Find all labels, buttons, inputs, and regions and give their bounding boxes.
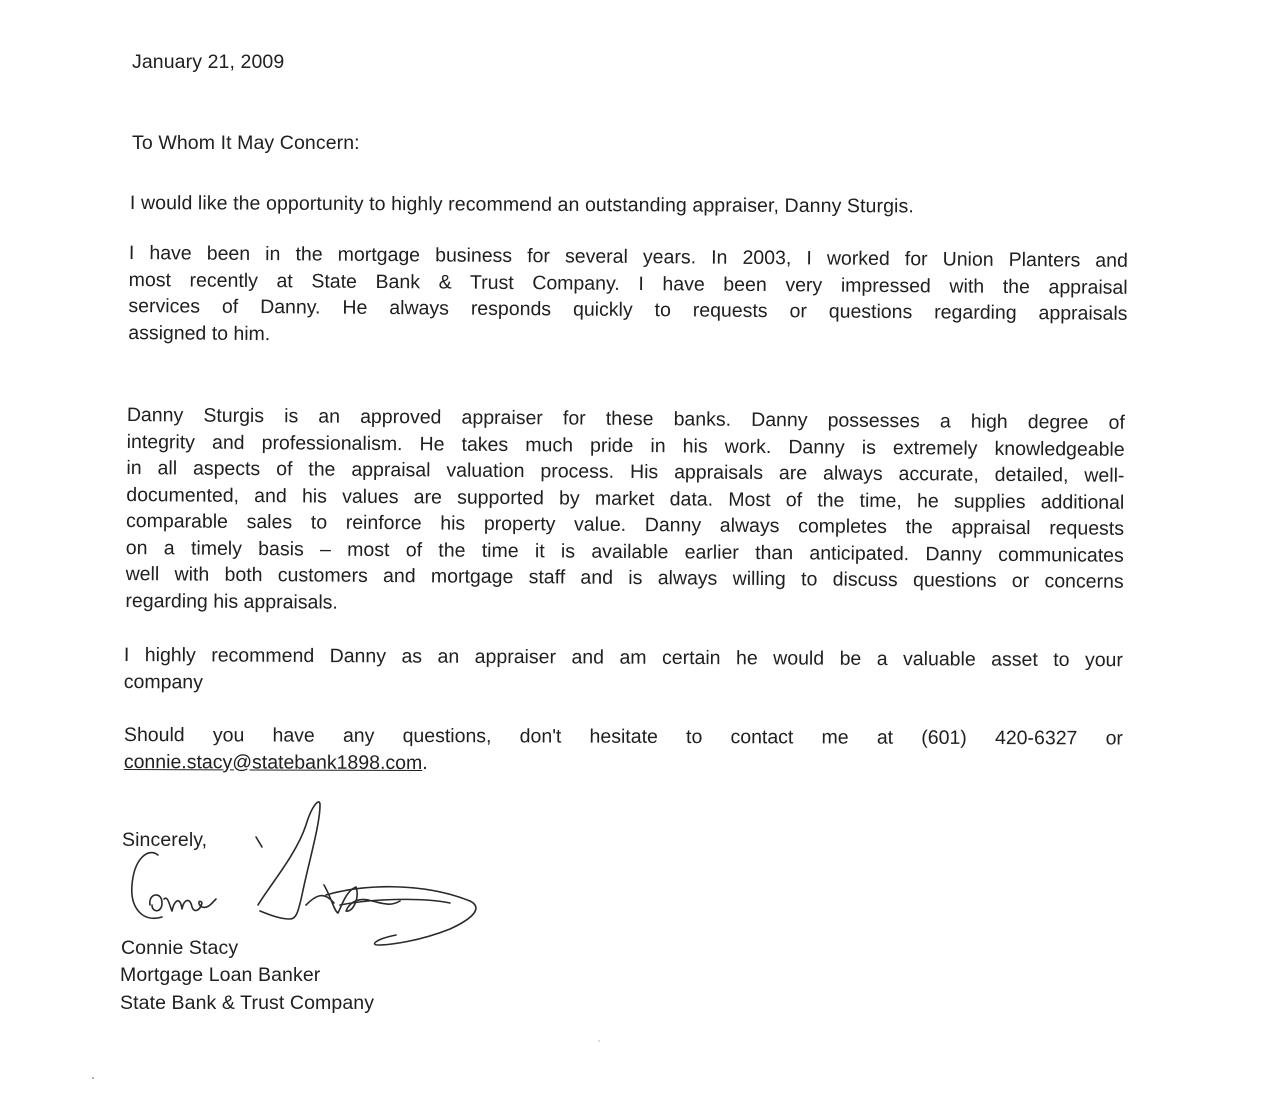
- paragraph-line: regarding his appraisals.: [125, 589, 338, 614]
- paragraph-line: I highly recommend Danny as an appraiser and am certain he would be a valuable asset to your: [123, 644, 1123, 672]
- scan-speck: [92, 1077, 94, 1079]
- closing: Sincerely,: [122, 829, 208, 851]
- paragraph-line: company: [123, 670, 203, 693]
- qualifications-paragraph: [125, 402, 1125, 622]
- recommendation-paragraph: [124, 642, 1123, 700]
- contact-email-line: [124, 748, 1123, 778]
- email-period: .: [422, 751, 428, 774]
- paragraph-line: in all aspects of the appraisal valuation process. His appraisals are always accurate, detailed, well-: [126, 456, 1125, 487]
- paragraph-line: most recently at State Bank & Trust Company. I have been very impressed with the appraisal: [128, 268, 1128, 299]
- paragraph-line: Danny Sturgis is an approved appraiser for these banks. Danny possesses a high degree of: [126, 403, 1125, 434]
- signer-company: State Bank & Trust Company: [120, 992, 375, 1014]
- paragraph-line: well with both customers and mortgage staff and is always willing to discuss questions or concerns: [125, 562, 1124, 593]
- paragraph-line: comparable sales to reinforce his property value. Danny always completes the appraisal requests: [125, 509, 1125, 540]
- paragraph-line: I have been in the mortgage business for several years. In 2003, I worked for Union Planters and: [128, 241, 1128, 272]
- signer-title: Mortgage Loan Banker: [120, 964, 321, 986]
- contact-paragraph: [124, 722, 1123, 778]
- paragraph-line: on a timely basis – most of the time it is available earlier than anticipated. Danny communicates: [125, 536, 1124, 567]
- paragraph-line: integrity and professionalism. He takes much pride in his work. Danny is extremely knowledgeable: [126, 430, 1125, 461]
- salutation: To Whom It May Concern:: [132, 132, 360, 154]
- email-link[interactable]: connie.stacy@statebank1898.com: [123, 750, 423, 774]
- paragraph-line: assigned to him.: [128, 321, 271, 345]
- letter-date: January 21, 2009: [132, 51, 285, 73]
- paragraph-line: services of Danny. He always responds quickly to requests or questions regarding appraisals: [128, 294, 1128, 325]
- contact-line: Should you have any questions, don't hesitate to contact me at (601) 420-6327 or: [123, 724, 1123, 750]
- signer-name: Connie Stacy: [121, 937, 239, 959]
- handwritten-signature: [120, 795, 490, 955]
- scan-speck: [598, 1040, 600, 1042]
- background-paragraph: [128, 240, 1128, 354]
- intro-paragraph: I would like the opportunity to highly recommend an outstanding appraiser, Danny Sturgis.: [129, 191, 914, 218]
- paragraph-line: documented, and his values are supported by market data. Most of the time, he supplies additional: [126, 483, 1125, 514]
